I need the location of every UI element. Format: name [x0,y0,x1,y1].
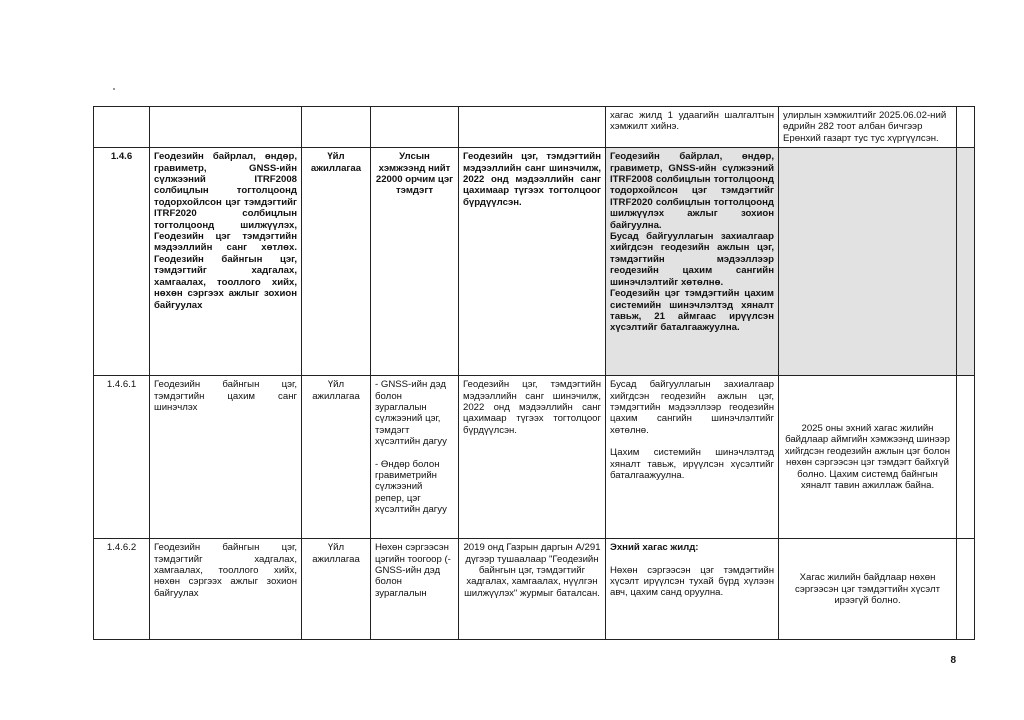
indicator-item: - GNSS-ийн дэд болон зураглалын сүлжээний цэг, тэмдэгт хүсэлтийн дагуу [375,379,447,448]
cell-indicator [371,107,459,148]
cell-num: 1.4.6.2 [94,539,150,640]
cell-baseline: 2019 онд Газрын даргын А/291 дүгээр тушаалаар "Геодезийн байнгын цэг, тэмдэгтийг хадгалах, хамгаалах, нүүлгэн шилжүүлэх" журмыг баталсан. [459,539,606,640]
cell-num: 1.4.6.1 [94,376,150,539]
cell-task [150,107,302,148]
cell-plan: хагас жилд 1 удаагийн шалгалтын хэмжилт хийнэ. [606,107,779,148]
cell-extra [957,376,975,539]
plan-paragraph: Нөхөн сэргээсэн цэг тэмдэгтийн хүсэлт ирүүлсэн тухай бүрд хүлээн авч, цахим санд оруулна. [610,564,774,599]
cell-extra [957,539,975,640]
cell-task: Геодезийн байнгын цэг, тэмдэгтийн цахим санг шинэчлэх [150,376,302,539]
plan-paragraph: Бусад байгууллагын захиалгаар хийгдсэн геодезийн ажлын цэг, тэмдэгтийн мэдээллээр геодезийн цахим сангийн шинэчлэлтийг хөтөлнө. [610,231,774,288]
cell-type: Үйл ажиллагаа [302,376,371,539]
page-number: 8 [950,655,956,666]
cell-plan [606,148,779,376]
cell-type: Үйл ажиллагаа [302,148,371,376]
cell-extra [957,148,975,376]
cell-report: 2025 оны эхний хагас жилийн байдлаар аймгийн хэмжээнд шинээр хийгдсэн геодезийн ажлын цэг болон нөхөн сэргээсэн цэг тэмдэгт байхгүй болно. Цахим системд байнгын хяналт тавин ажиллаж байна. [779,376,957,539]
plan-paragraph: Цахим системийн шинэчлэлтэд хяналт тавьж, ирүүлсэн хүсэлтийг баталгаажуулна. [610,447,774,482]
cell-num [94,107,150,148]
plan-paragraph: Бусад байгууллагын захиалгаар хийгдсэн геодезийн ажлын цэг, тэмдэгтийн мэдээллээр геодезийн цахим сангийн шинэчлэлтийг хөтөлнө. [610,379,774,436]
indicator-item: - Өндөр болон гравиметрийн сүлжээний репер, цэг хүсэлтийн дагуу [375,458,447,516]
cell-extra [957,107,975,148]
cell-task: Геодезийн байнгын цэг, тэмдэгтийг хадгалах, хамгаалах, тооллого хийх, нөхөн сэргээх ажлыг зохион байгуулах [150,539,302,640]
table-row [94,376,975,539]
table-row [94,107,975,148]
plan-table [93,106,975,640]
cell-baseline: Геодезийн цэг, тэмдэгтийн мэдээллийн санг шинэчилж, 2022 онд мэдээллийн санг цахимаар түгээх тогтолцоог бүрдүүлсэн. [459,148,606,376]
cell-plan [606,539,779,640]
table-row [94,539,975,640]
cell-indicator [371,376,459,539]
plan-paragraph: Геодезийн цэг тэмдэгтийн цахим системийн шинэчлэлтэд хяналт тавьж, 21 аймгаас ирүүлсэн хүсэлтийг баталгаажуулна. [610,288,774,334]
cell-type: Үйл ажиллагаа [302,539,371,640]
scan-speck [113,88,115,90]
table-row [94,148,975,376]
cell-baseline [459,107,606,148]
cell-type [302,107,371,148]
cell-task: Геодезийн байрлал, өндөр, гравиметр, GNSS-ийн сүлжээний ITRF2008 солбицлын тогтолцоонд тодорхойлсон цэг тэмдэгтийг ITRF2020 солбицлын тогтолцоонд шилжүүлэх, Геодезийн цэг тэмдэгтийн мэдээллийн санг хөтлөх. Геодезийн байнгын цэг, тэмдэгтийг хадгалах, хамгаалах, тооллого хийх, нөхөн сэргээх ажлыг зохион байгуулах [150,148,302,376]
cell-num: 1.4.6 [94,148,150,376]
plan-paragraph: Геодезийн байрлал, өндөр, гравиметр, GNSS-ийн сүлжээний ITRF2008 солбицлын тогтолцоонд тодорхойлсон цэг тэмдэгтийг ITRF2020 солбицлын тогтолцоонд шилжүүлэх ажлыг зохион байгуулна. [610,151,774,231]
cell-plan [606,376,779,539]
cell-report: Хагас жилийн байдлаар нөхөн сэргээсэн цэг тэмдэгтийн хүсэлт ирээгүй болно. [779,539,957,640]
cell-baseline: Геодезийн цэг, тэмдэгтийн мэдээллийн санг шинэчилж, 2022 онд мэдээллийн санг цахимаар түгээх тогтолцоог бүрдүүлсэн. [459,376,606,539]
cell-report [779,148,957,376]
cell-indicator: Нөхөн сэргээсэн цэгийн тоогоор (- GNSS-ийн дэд болон зураглалын [371,539,459,640]
plan-subtitle: Эхний хагас жилд: [610,542,699,554]
cell-indicator: Улсын хэмжээнд нийт 22000 орчим цэг тэмдэгт [371,148,459,376]
cell-report: улирлын хэмжилтийг 2025.06.02-ний өдрийн 282 тоот албан бичгээр Ерөнхий газарт тус тус хүргүүлсэн. [779,107,957,148]
